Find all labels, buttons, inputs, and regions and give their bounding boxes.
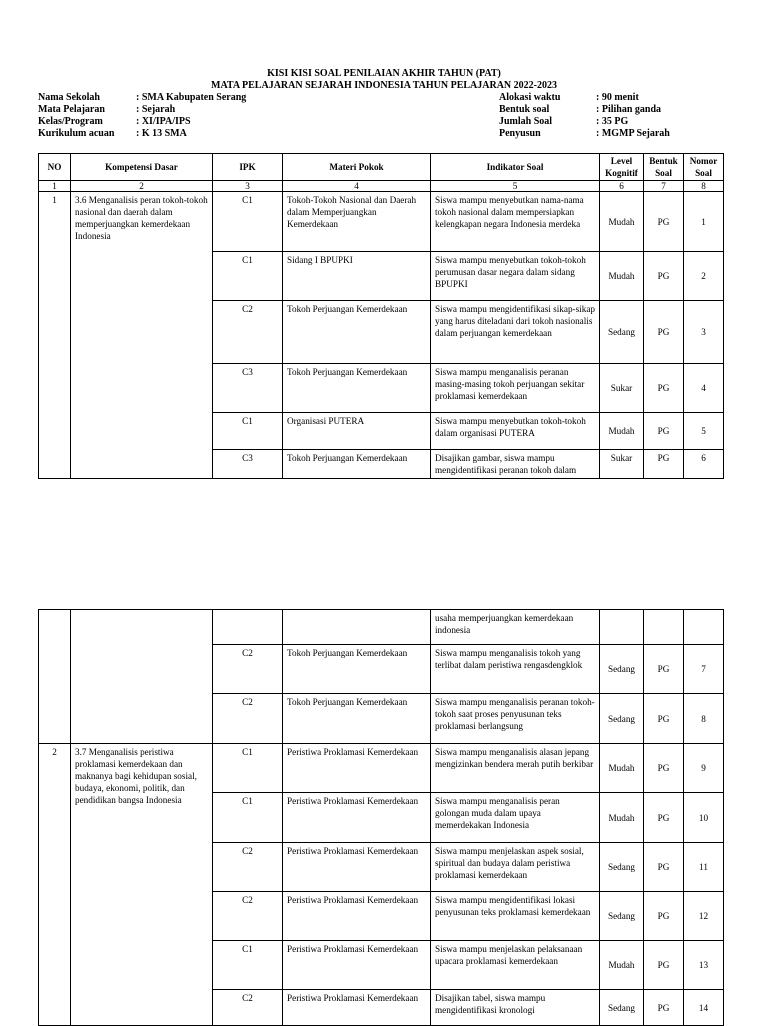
bentuk-cell: PG [644, 941, 684, 990]
meta-label: Alokasi waktu [499, 92, 561, 103]
bentuk-cell: PG [644, 192, 684, 252]
col-header-level-kognitif: Level Kognitif [600, 154, 644, 181]
meta-label: Kurikulum acuan [38, 128, 115, 139]
meta-value: : K 13 SMA [136, 128, 187, 139]
materi-cell: Tokoh Perjuangan Kemerdekaan [283, 301, 431, 364]
meta-label: Jumlah Soal [499, 116, 553, 127]
nomor-cell: 2 [684, 252, 724, 301]
level-cell: Sedang [600, 694, 644, 744]
kisi-kisi-table-page-1 [38, 153, 724, 479]
level-cell: Mudah [600, 252, 644, 301]
nomor-cell: 5 [684, 413, 724, 450]
materi-cell: Tokoh Perjuangan Kemerdekaan [283, 645, 431, 694]
level-cell: Sedang [600, 301, 644, 364]
nomor-cell: 12 [684, 892, 724, 941]
meta-value: : Sejarah [136, 104, 176, 115]
bentuk-cell: PG [644, 645, 684, 694]
column-number: 5 [431, 181, 600, 192]
level-cell: Mudah [600, 941, 644, 990]
meta-value: : MGMP Sejarah [596, 128, 670, 139]
materi-cell: Sidang I BPUPKI [283, 252, 431, 301]
ipk-cell: C1 [213, 192, 283, 252]
indikator-cell: Siswa mampu mengidentifikasi lokasi penyusunan teks proklamasi kemerdekaan [431, 892, 600, 941]
ipk-cell [213, 610, 283, 645]
bentuk-cell: PG [644, 252, 684, 301]
meta-label: Nama Sekolah [38, 92, 100, 103]
ipk-cell: C1 [213, 744, 283, 793]
nomor-cell: 4 [684, 364, 724, 413]
kisi-kisi-table-page-2 [38, 609, 724, 1026]
col-header-ipk: IPK [213, 154, 283, 181]
meta-value: : XI/IPA/IPS [136, 116, 191, 127]
bentuk-cell: PG [644, 301, 684, 364]
bentuk-cell: PG [644, 413, 684, 450]
col-header-indikator-soal: Indikator Soal [431, 154, 600, 181]
row-no-empty [39, 610, 71, 744]
indikator-cell: Siswa mampu menyebutkan tokoh-tokoh perumusan dasar negara dalam sidang BPUPKI [431, 252, 600, 301]
nomor-cell: 11 [684, 843, 724, 892]
ipk-cell: C2 [213, 645, 283, 694]
nomor-cell: 9 [684, 744, 724, 793]
materi-cell: Tokoh Perjuangan Kemerdekaan [283, 364, 431, 413]
materi-cell: Peristiwa Proklamasi Kemerdekaan [283, 990, 431, 1026]
nomor-cell: 13 [684, 941, 724, 990]
table-row [39, 744, 724, 793]
bentuk-cell: PG [644, 990, 684, 1026]
document-title: KISI KISI SOAL PENILAIAN AKHIR TAHUN (PAT) [267, 68, 501, 79]
meta-label: Bentuk soal [499, 104, 550, 115]
nomor-cell: 14 [684, 990, 724, 1026]
materi-cell: Tokoh-Tokoh Nasional dan Daerah dalam Memperjuangkan Kemerdekaan [283, 192, 431, 252]
bentuk-cell [644, 610, 684, 645]
column-number: 2 [71, 181, 213, 192]
meta-row-kelas [38, 116, 246, 128]
bentuk-cell: PG [644, 364, 684, 413]
meta-row-bentuk [499, 104, 670, 116]
meta-label: Penyusun [499, 128, 541, 139]
meta-row-mata-pelajaran [38, 104, 246, 116]
materi-cell: Peristiwa Proklamasi Kemerdekaan [283, 941, 431, 990]
level-cell: Mudah [600, 793, 644, 843]
col-header-bentuk-soal: Bentuk Soal [644, 154, 684, 181]
indikator-cell: Siswa mampu menyebutkan nama-nama tokoh nasional dalam mempersiapkan kelengkapan negara Indonesia merdeka [431, 192, 600, 252]
row-no: 2 [39, 744, 71, 1026]
nomor-cell: 1 [684, 192, 724, 252]
materi-cell: Peristiwa Proklamasi Kemerdekaan [283, 892, 431, 941]
column-number: 1 [39, 181, 71, 192]
meta-value: : 35 PG [596, 116, 629, 127]
col-header-no: NO [39, 154, 71, 181]
nomor-cell [684, 610, 724, 645]
level-cell: Sedang [600, 990, 644, 1026]
meta-row-nama-sekolah [38, 92, 246, 104]
meta-label: Mata Pelajaran [38, 104, 105, 115]
ipk-cell: C3 [213, 450, 283, 479]
materi-cell: Peristiwa Proklamasi Kemerdekaan [283, 744, 431, 793]
nomor-cell: 8 [684, 694, 724, 744]
meta-value: : 90 menit [596, 92, 639, 103]
bentuk-cell: PG [644, 892, 684, 941]
level-cell: Mudah [600, 413, 644, 450]
meta-row-kurikulum [38, 128, 246, 140]
nomor-cell: 10 [684, 793, 724, 843]
indikator-cell: Disajikan tabel, siswa mampu mengidentifikasi kronologi [431, 990, 600, 1026]
kompetensi-dasar-cell: 3.7 Menganalisis peristiwa proklamasi kemerdekaan dan maknanya bagi kehidupan sosial, budaya, ekonomi, politik, dan pendidikan bangsa Indonesia [71, 744, 213, 1026]
meta-value: : SMA Kabupaten Serang [136, 92, 247, 103]
document-subtitle: MATA PELAJARAN SEJARAH INDONESIA TAHUN PELAJARAN 2022-2023 [211, 80, 557, 91]
meta-right [499, 92, 670, 140]
ipk-cell: C2 [213, 990, 283, 1026]
materi-cell: Organisasi PUTERA [283, 413, 431, 450]
meta-label: Kelas/Program [38, 116, 103, 127]
bentuk-cell: PG [644, 744, 684, 793]
meta-value: : Pilihan ganda [596, 104, 662, 115]
table-header-row [39, 154, 724, 181]
indikator-cell: Disajikan gambar, siswa mampu mengidentifikasi peranan tokoh dalam [431, 450, 600, 479]
indikator-cell: Siswa mampu menganalisis alasan jepang mengizinkan bendera merah putih berkibar [431, 744, 600, 793]
bentuk-cell: PG [644, 843, 684, 892]
level-cell [600, 610, 644, 645]
ipk-cell: C2 [213, 301, 283, 364]
bentuk-cell: PG [644, 694, 684, 744]
row-no: 1 [39, 192, 71, 479]
materi-cell: Peristiwa Proklamasi Kemerdekaan [283, 843, 431, 892]
meta-left [38, 92, 246, 140]
materi-cell: Peristiwa Proklamasi Kemerdekaan [283, 793, 431, 843]
col-header-kompetensi-dasar: Kompetensi Dasar [71, 154, 213, 181]
materi-cell [283, 610, 431, 645]
indikator-cell: Siswa mampu menjelaskan aspek sosial, spiritual dan budaya dalam peristiwa proklamasi kemerdekaan [431, 843, 600, 892]
indikator-cell: Siswa mampu menganalisis peranan tokoh-tokoh saat proses penyusunan teks proklamasi berlangsung [431, 694, 600, 744]
column-number-row [39, 181, 724, 192]
materi-cell: Tokoh Perjuangan Kemerdekaan [283, 450, 431, 479]
ipk-cell: C2 [213, 694, 283, 744]
ipk-cell: C1 [213, 793, 283, 843]
indikator-continuation-cell: usaha memperjuangkan kemerdekaan indonesia [431, 610, 600, 645]
column-number: 7 [644, 181, 684, 192]
bentuk-cell: PG [644, 793, 684, 843]
nomor-cell: 6 [684, 450, 724, 479]
column-number: 4 [283, 181, 431, 192]
nomor-cell: 7 [684, 645, 724, 694]
indikator-cell: Siswa mampu menganalisis peran golongan muda dalam upaya memerdekakan Indonesia [431, 793, 600, 843]
level-cell: Sedang [600, 843, 644, 892]
indikator-cell: Siswa mampu mengidentifikasi sikap-sikap yang harus diteladani dari tokoh nasionalis dalam perjuangan kemerdekaan [431, 301, 600, 364]
kompetensi-dasar-empty [71, 610, 213, 744]
column-number: 6 [600, 181, 644, 192]
column-number: 8 [684, 181, 724, 192]
col-header-materi-pokok: Materi Pokok [283, 154, 431, 181]
table-row-continuation [39, 610, 724, 645]
indikator-cell: Siswa mampu menyebutkan tokoh-tokoh dalam organisasi PUTERA [431, 413, 600, 450]
indikator-cell: Siswa mampu menganalisis tokoh yang terlibat dalam peristiwa rengasdengklok [431, 645, 600, 694]
ipk-cell: C1 [213, 252, 283, 301]
col-header-nomor-soal: Nomor Soal [684, 154, 724, 181]
ipk-cell: C3 [213, 364, 283, 413]
meta-row-alokasi [499, 92, 670, 104]
ipk-cell: C2 [213, 892, 283, 941]
materi-cell: Tokoh Perjuangan Kemerdekaan [283, 694, 431, 744]
nomor-cell: 3 [684, 301, 724, 364]
meta-row-jumlah [499, 116, 670, 128]
indikator-cell: Siswa mampu menjelaskan pelaksanaan upacara proklamasi kemerdekaan [431, 941, 600, 990]
level-cell: Mudah [600, 192, 644, 252]
ipk-cell: C1 [213, 413, 283, 450]
table-row [39, 192, 724, 252]
level-cell: Sedang [600, 892, 644, 941]
bentuk-cell: PG [644, 450, 684, 479]
level-cell: Mudah [600, 744, 644, 793]
ipk-cell: C1 [213, 941, 283, 990]
ipk-cell: C2 [213, 843, 283, 892]
meta-row-penyusun [499, 128, 670, 140]
level-cell: Sukar [600, 450, 644, 479]
column-number: 3 [213, 181, 283, 192]
level-cell: Sedang [600, 645, 644, 694]
level-cell: Sukar [600, 364, 644, 413]
indikator-cell: Siswa mampu menganalisis peranan masing-masing tokoh perjuangan sekitar proklamasi kemerdekaan [431, 364, 600, 413]
kompetensi-dasar-cell: 3.6 Menganalisis peran tokoh-tokoh nasional dan daerah dalam memperjuangkan kemerdekaan Indonesia [71, 192, 213, 479]
